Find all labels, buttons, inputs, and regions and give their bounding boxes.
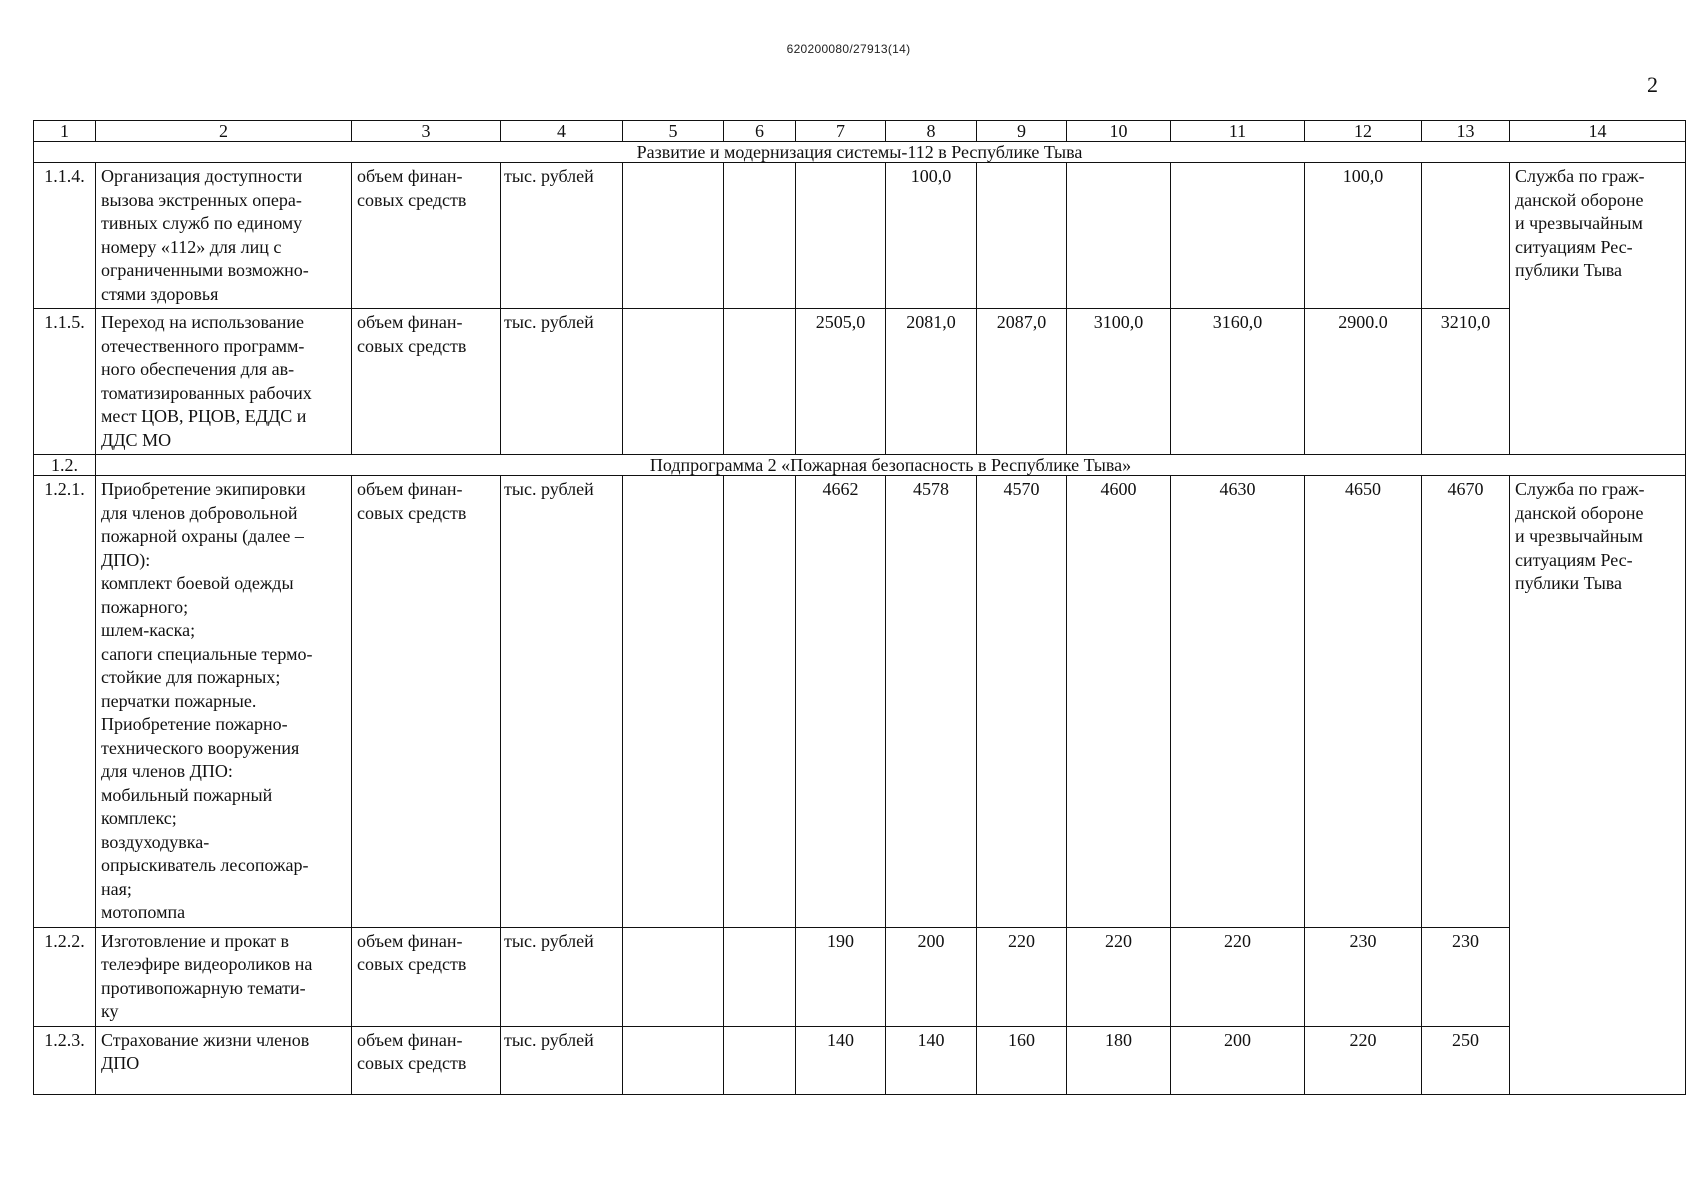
value-col-8: 2081,0 <box>886 309 977 455</box>
value-col-8: 140 <box>886 1026 977 1094</box>
row-index: 1.2.2. <box>34 927 96 1026</box>
unit: тыс. рублей <box>501 1026 623 1094</box>
measure-name: Переход на использование отечественного программ- ного обеспечения для ав- томатизированных рабочих мест ЦОВ, РЦОВ, ЕДДС и ДДС МО <box>96 309 352 455</box>
indicator: объем финан- совых средств <box>352 309 501 455</box>
unit: тыс. рублей <box>501 476 623 928</box>
measure-name: Страхование жизни членов ДПО <box>96 1026 352 1094</box>
value-col-12: 4650 <box>1305 476 1422 928</box>
value-col-5 <box>623 163 724 309</box>
column-header: 8 <box>886 121 977 142</box>
value-col-8: 200 <box>886 927 977 1026</box>
value-col-5 <box>623 476 724 928</box>
table-row <box>34 1026 1686 1094</box>
value-col-6 <box>724 476 796 928</box>
value-col-12: 2900.0 <box>1305 309 1422 455</box>
column-header: 2 <box>96 121 352 142</box>
row-index: 1.2.1. <box>34 476 96 928</box>
value-col-12: 100,0 <box>1305 163 1422 309</box>
value-col-13: 230 <box>1422 927 1510 1026</box>
value-col-9: 220 <box>977 927 1067 1026</box>
column-header: 1 <box>34 121 96 142</box>
column-header: 7 <box>796 121 886 142</box>
indicator: объем финан- совых средств <box>352 1026 501 1094</box>
value-col-6 <box>724 927 796 1026</box>
subprogram-row <box>34 455 1686 476</box>
column-header: 14 <box>1510 121 1686 142</box>
value-col-11: 200 <box>1171 1026 1305 1094</box>
value-col-10: 3100,0 <box>1067 309 1171 455</box>
indicator: объем финан- совых средств <box>352 927 501 1026</box>
row-index: 1.2. <box>34 455 96 476</box>
value-col-9: 4570 <box>977 476 1067 928</box>
measure-name: Изготовление и прокат в телеэфире видеороликов на противопожарную темати- ку <box>96 927 352 1026</box>
column-header: 4 <box>501 121 623 142</box>
value-col-12: 220 <box>1305 1026 1422 1094</box>
indicator: объем финан- совых средств <box>352 163 501 309</box>
program-table <box>33 120 1686 1095</box>
value-col-10: 4600 <box>1067 476 1171 928</box>
value-col-6 <box>724 1026 796 1094</box>
row-index: 1.1.4. <box>34 163 96 309</box>
table-row <box>34 927 1686 1026</box>
page-number: 2 <box>1647 72 1658 97</box>
value-col-11: 220 <box>1171 927 1305 1026</box>
value-col-9: 2087,0 <box>977 309 1067 455</box>
value-col-7: 190 <box>796 927 886 1026</box>
value-col-13: 3210,0 <box>1422 309 1510 455</box>
unit: тыс. рублей <box>501 927 623 1026</box>
column-header: 12 <box>1305 121 1422 142</box>
value-col-7: 2505,0 <box>796 309 886 455</box>
value-col-7: 4662 <box>796 476 886 928</box>
column-header: 3 <box>352 121 501 142</box>
value-col-10 <box>1067 163 1171 309</box>
value-col-7: 140 <box>796 1026 886 1094</box>
section-title: Развитие и модернизация системы-112 в Республике Тыва <box>34 142 1686 163</box>
value-col-8: 100,0 <box>886 163 977 309</box>
value-col-5 <box>623 927 724 1026</box>
column-header: 9 <box>977 121 1067 142</box>
column-header: 5 <box>623 121 724 142</box>
section-row <box>34 142 1686 163</box>
value-col-5 <box>623 309 724 455</box>
column-header: 10 <box>1067 121 1171 142</box>
value-col-13: 4670 <box>1422 476 1510 928</box>
table-row <box>34 163 1686 309</box>
value-col-6 <box>724 309 796 455</box>
column-header-row <box>34 121 1686 142</box>
unit: тыс. рублей <box>501 163 623 309</box>
unit: тыс. рублей <box>501 309 623 455</box>
responsible-agency: Служба по граж- данской обороне и чрезвычайным ситуациям Рес- публики Тыва <box>1510 163 1686 455</box>
column-header: 13 <box>1422 121 1510 142</box>
responsible-agency: Служба по граж- данской обороне и чрезвычайным ситуациям Рес- публики Тыва <box>1510 476 1686 1095</box>
value-col-12: 230 <box>1305 927 1422 1026</box>
value-col-6 <box>724 163 796 309</box>
value-col-9 <box>977 163 1067 309</box>
table-row <box>34 309 1686 455</box>
value-col-10: 220 <box>1067 927 1171 1026</box>
row-index: 1.2.3. <box>34 1026 96 1094</box>
value-col-11: 4630 <box>1171 476 1305 928</box>
table-row <box>34 476 1686 928</box>
column-header: 11 <box>1171 121 1305 142</box>
subprogram-title: Подпрограмма 2 «Пожарная безопасность в Республике Тыва» <box>96 455 1686 476</box>
measure-name: Организация доступности вызова экстренных опера- тивных служб по единому номеру «112» для лиц с ограниченными возможно- стями здоровья <box>96 163 352 309</box>
value-col-13: 250 <box>1422 1026 1510 1094</box>
document-id: 620200080/27913(14) <box>786 42 911 56</box>
value-col-11: 3160,0 <box>1171 309 1305 455</box>
value-col-7 <box>796 163 886 309</box>
column-header: 6 <box>724 121 796 142</box>
value-col-13 <box>1422 163 1510 309</box>
value-col-5 <box>623 1026 724 1094</box>
value-col-9: 160 <box>977 1026 1067 1094</box>
indicator: объем финан- совых средств <box>352 476 501 928</box>
measure-name: Приобретение экипировки для членов добровольной пожарной охраны (далее – ДПО): комплект боевой одежды пожарного; шлем-каска; сапоги специальные термо- стойкие для пожарных; перчатки пожарные. Приобретение пожарно- технического вооружения для членов ДПО: мобильный пожарный комплекс; воздуходувка- опрыскиватель лесопожар- ная; мотопомпа <box>96 476 352 928</box>
value-col-11 <box>1171 163 1305 309</box>
value-col-8: 4578 <box>886 476 977 928</box>
row-index: 1.1.5. <box>34 309 96 455</box>
value-col-10: 180 <box>1067 1026 1171 1094</box>
